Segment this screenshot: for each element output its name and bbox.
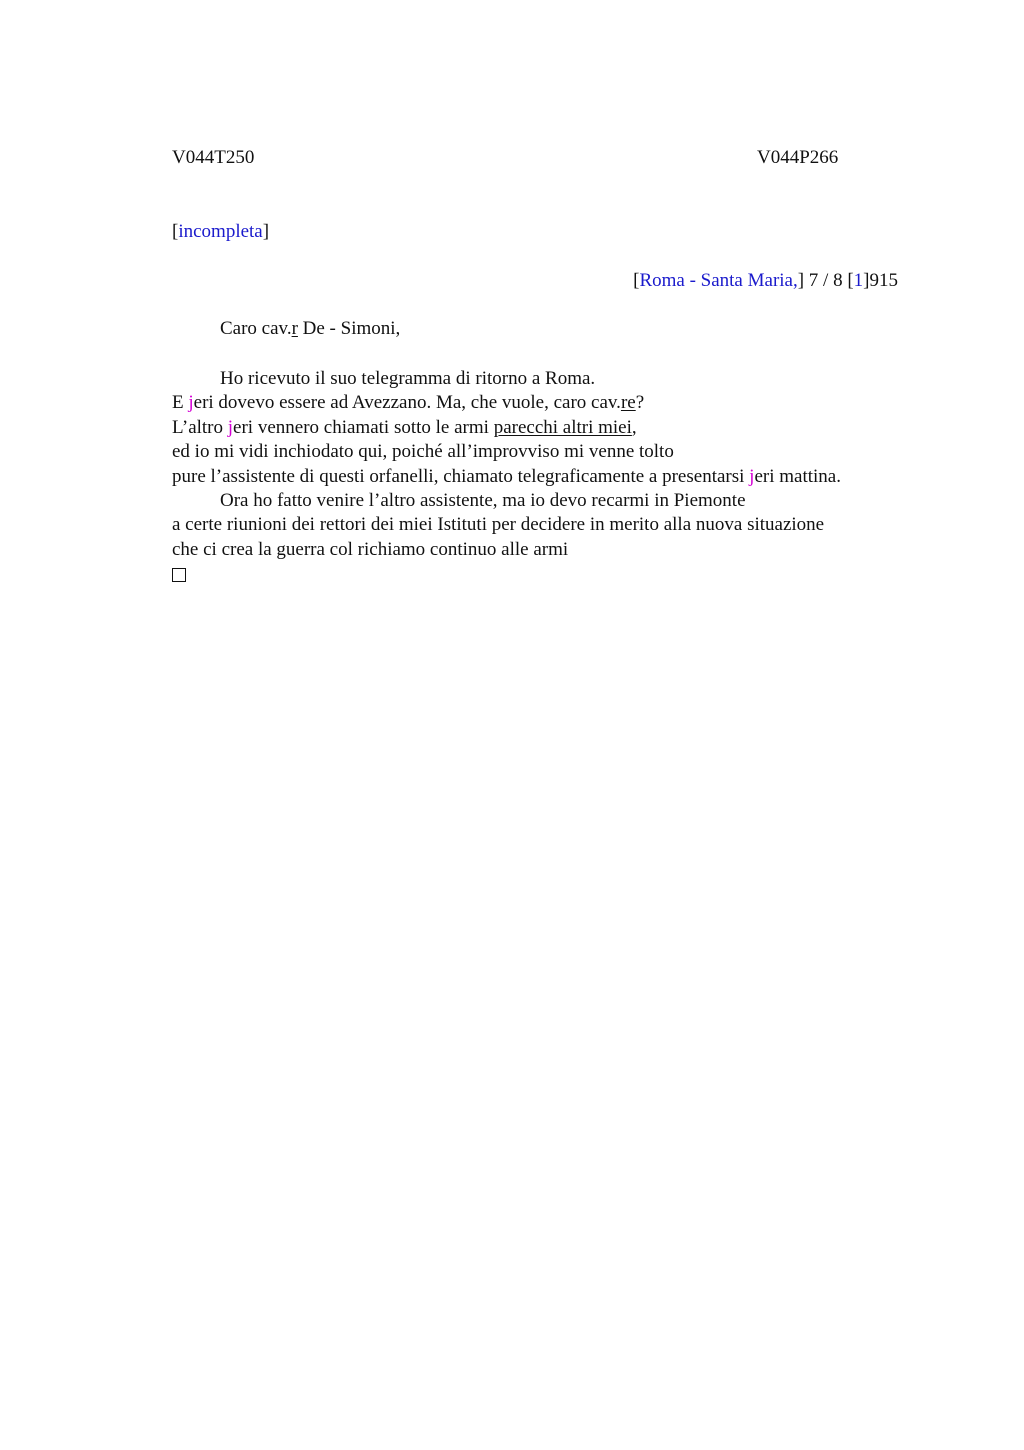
body-line-6: Ora ho fatto venire l’altro assistente, ma io devo recarmi in Piemonte bbox=[220, 490, 746, 512]
editorial-note bbox=[172, 221, 269, 243]
note-text: incompleta bbox=[178, 221, 263, 242]
salutation-post: De - Simoni, bbox=[297, 318, 401, 339]
body-line-1: Ho ricevuto il suo telegramma di ritorno a Roma. bbox=[220, 368, 596, 389]
line-2-variant-j: j bbox=[188, 392, 194, 414]
line-2-mid: eri dovevo essere ad Avezzano. Ma, che vuole, caro cav. bbox=[193, 392, 621, 414]
body-line-2 bbox=[172, 391, 841, 415]
note-bracket-open: [ bbox=[172, 221, 179, 242]
body-line-5 bbox=[172, 465, 841, 489]
line-5-variant-j: j bbox=[749, 465, 755, 487]
letter-body bbox=[172, 367, 841, 590]
end-mark-row bbox=[172, 562, 841, 589]
dateline bbox=[633, 270, 898, 292]
dateline-place: Roma - Santa Maria, bbox=[639, 270, 798, 291]
line-5-post: eri mattina. bbox=[754, 465, 841, 487]
line-2-post: ? bbox=[635, 392, 645, 414]
dateline-century-digit: 1 bbox=[853, 270, 864, 291]
line-3-mid: eri vennero chiamati sotto le armi bbox=[233, 416, 494, 438]
dateline-bracket-open: [ bbox=[633, 270, 640, 291]
body-line-3 bbox=[172, 416, 841, 440]
line-3-underlined: parecchi altri miei bbox=[493, 416, 632, 438]
salutation-pre: Caro cav. bbox=[220, 318, 292, 339]
dateline-date: ] 7 / 8 [ bbox=[797, 270, 854, 291]
body-line-4: ed io mi vidi inchiodato qui, poiché all’improvviso mi venne tolto bbox=[172, 441, 674, 463]
body-line-7: a certe riunioni dei rettori dei miei Istituti per decidere in merito alla nuova situazione bbox=[172, 514, 825, 536]
document-code-left: V044T250 bbox=[172, 147, 255, 168]
salutation bbox=[220, 318, 400, 340]
line-3-pre: L’altro bbox=[172, 416, 228, 438]
end-square-icon bbox=[172, 568, 186, 582]
line-2-pre: E bbox=[172, 392, 189, 414]
line-2-abbreviation: re bbox=[620, 392, 636, 414]
salutation-abbreviation: r bbox=[291, 318, 298, 339]
line-3-variant-j: j bbox=[227, 416, 234, 438]
dateline-year: ]915 bbox=[863, 270, 898, 291]
line-3-post: , bbox=[631, 416, 637, 438]
line-5-pre: pure l’assistente di questi orfanelli, chiamato telegraficamente a presentarsi bbox=[172, 465, 750, 487]
document-code-right: V044P266 bbox=[757, 147, 839, 168]
note-bracket-close: ] bbox=[262, 221, 270, 242]
body-line-8: che ci crea la guerra col richiamo continuo alle armi bbox=[172, 538, 569, 560]
